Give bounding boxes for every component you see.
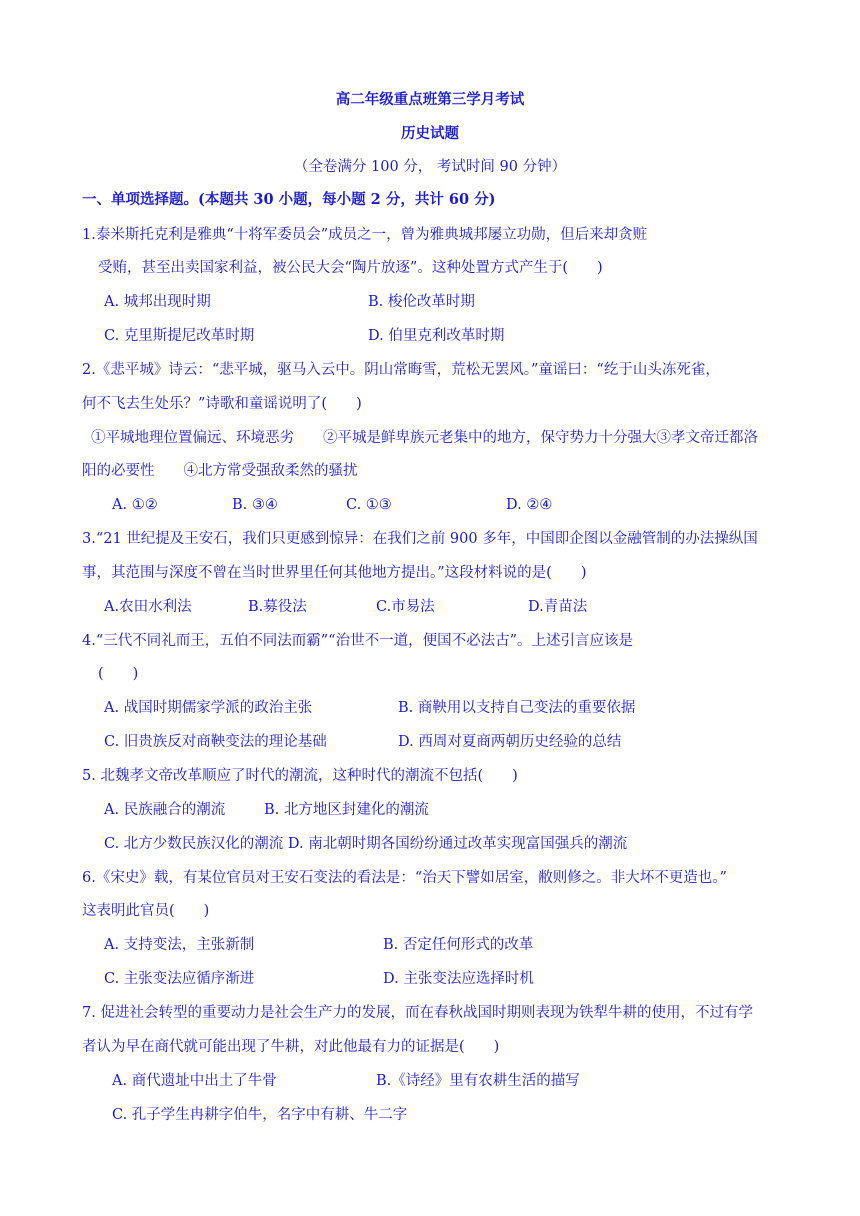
- question-stem: 5. 北魏孝文帝改革顺应了时代的潮流，这种时代的潮流不包括( ): [82, 768, 518, 784]
- question-stem: 1.泰米斯托克利是雅典“十将军委员会”成员之一，曾为雅典城邦屡立功勋，但后来却贪赃: [82, 227, 648, 243]
- option-b: B. 北方地区封建化的潮流: [264, 802, 429, 818]
- question-stem: 事，其范围与深度不曾在当时世界里任何其他地方提出。”这段材料说的是( ): [82, 565, 587, 581]
- option-d: D. ②④: [506, 497, 553, 513]
- option-b: B. 否定任何形式的改革: [383, 937, 534, 953]
- option-a: A.农田水利法: [104, 599, 192, 615]
- question-stem: 2.《悲平城》诗云：“悲平城，驱马入云中。阴山常晦雪，荒松无罢风。”童谣曰：“纥于山头冻死雀，: [82, 362, 720, 378]
- section-heading: 一、单项选择题。(本题共 30 小题，每小题 2 分，共计 60 分): [82, 191, 496, 208]
- question-stem: 7. 促进社会转型的重要动力是社会生产力的发展，而在春秋战国时期则表现为铁犁牛耕的使用，不过有学: [82, 1005, 753, 1021]
- option-b: B. 商鞅用以支持自己变法的重要依据: [398, 700, 636, 716]
- question-sub-statement: ①平城地理位置偏远、环境恶劣 ②平城是鲜卑族元老集中的地方，保守势力十分强大③孝文帝迁都洛: [91, 430, 758, 446]
- option-a: A. 支持变法，主张新制: [104, 937, 255, 953]
- option-a: A. 战国时期儒家学派的政治主张: [104, 700, 313, 716]
- question-sub-statement: 阳的必要性 ④北方常受强敌柔然的骚扰: [82, 463, 358, 479]
- option-a: A. ①②: [112, 497, 158, 513]
- question-stem: 3.“21 世纪提及王安石，我们只更感到惊异：在我们之前 900 多年，中国即企图以金融管制的办法操纵国: [82, 531, 758, 547]
- option-c: C. 主张变法应循序渐进: [104, 971, 255, 987]
- option-d: D. 伯里克利改革时期: [368, 328, 505, 344]
- option-c: C.市易法: [376, 599, 435, 615]
- question-stem: 何不飞去生处乐？”诗歌和童谣说明了( ): [82, 396, 362, 412]
- exam-title: 高二年级重点班第三学月考试: [335, 91, 525, 108]
- question-stem: 者认为早在商代就可能出现了牛耕，对此他最有力的证据是( ): [82, 1039, 500, 1055]
- exam-subtitle: 历史试题: [401, 125, 459, 142]
- question-stem: 6.《宋史》载，有某位官员对王安石变法的看法是：“治天下譬如居室，敝则修之。非大坏不更造也。”: [82, 870, 727, 886]
- option-b: B.《诗经》里有农耕生活的描写: [376, 1073, 580, 1089]
- option-d: D. 主张变法应选择时机: [383, 971, 534, 987]
- option-b: B. 梭伦改革时期: [368, 294, 475, 310]
- option-a: A. 民族融合的潮流: [104, 802, 226, 818]
- option-c: C. ①③: [346, 497, 392, 513]
- exam-meta: （全卷满分 100 分， 考试时间 90 分钟）: [293, 159, 567, 175]
- option-d: D. 西周对夏商两朝历史经验的总结: [398, 734, 622, 750]
- option-c: C. 克里斯提尼改革时期: [104, 328, 255, 344]
- question-stem: 这表明此官员( ): [82, 903, 210, 919]
- option-c: C. 孔子学生冉耕字伯牛，名字中有耕、牛二字: [112, 1107, 408, 1123]
- option-cd: C. 北方少数民族汉化的潮流 D. 南北朝时期各国纷纷通过改革实现富国强兵的潮流: [104, 836, 628, 852]
- option-d: D.青苗法: [528, 599, 588, 615]
- option-c: C. 旧贵族反对商鞅变法的理论基础: [104, 734, 327, 750]
- option-a: A. 城邦出现时期: [104, 294, 211, 310]
- question-stem: ( ): [98, 666, 139, 682]
- option-b: B. ③④: [232, 497, 278, 513]
- question-stem: 受贿，甚至出卖国家利益，被公民大会“陶片放逐”。这种处置方式产生于( ): [98, 260, 603, 276]
- option-b: B.募役法: [248, 599, 307, 615]
- option-a: A. 商代遗址中出土了牛骨: [112, 1073, 277, 1089]
- question-stem: 4.“三代不同礼而王，五伯不同法而霸”“治世不一道，便国不必法古”。上述引言应该是: [82, 633, 633, 649]
